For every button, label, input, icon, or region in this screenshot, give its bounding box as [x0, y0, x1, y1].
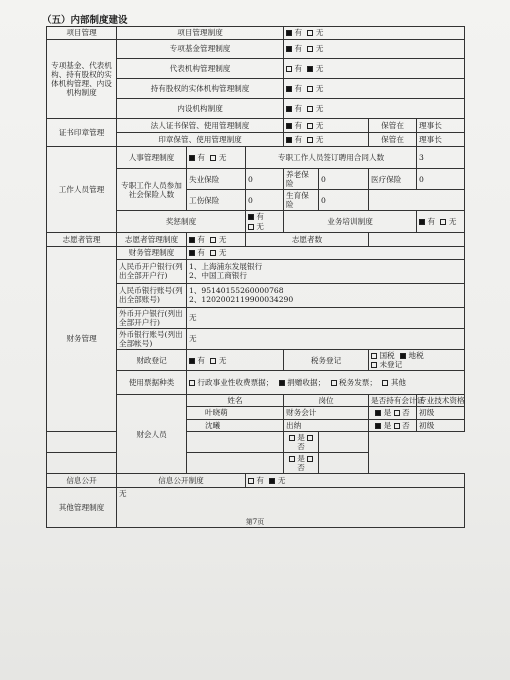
- label-fiscal: 财政登记: [117, 350, 187, 371]
- option-no: 否: [402, 420, 410, 430]
- keeper-value-1: 理事长: [417, 119, 465, 133]
- staff-cert: [369, 419, 417, 431]
- option-yes: 是: [383, 408, 392, 418]
- option-no: 无: [277, 476, 286, 486]
- checkbox-no[interactable]: [210, 250, 216, 256]
- rmb-bank-2: 2、中国工商银行: [189, 271, 247, 281]
- option-donation: 捐赠收据；: [287, 378, 326, 388]
- option-yes: 有: [197, 234, 206, 244]
- checkbox-yes[interactable]: [375, 423, 381, 429]
- label-keeper: 保管在: [369, 119, 417, 133]
- internal-org-choice: [284, 99, 465, 119]
- checkbox-local-tax[interactable]: [400, 353, 406, 359]
- checkbox-no[interactable]: [307, 46, 313, 52]
- rmb-bank-values: [187, 259, 465, 283]
- label-fx-bank: 外币开户银行(列出全部开户行): [117, 307, 187, 328]
- fiscal-choice: [187, 350, 284, 371]
- option-yes: 是: [383, 420, 392, 430]
- option-yes: 有: [427, 216, 436, 226]
- training-choice: [417, 211, 465, 232]
- label-rmb-account: 人民币银行账号(列出全部账号): [117, 283, 187, 307]
- option-no: 无: [448, 216, 457, 226]
- rmb-account-1: 1、95140155260000768: [189, 286, 284, 296]
- cat-finance: 财务管理: [47, 246, 117, 431]
- hr-system-choice: [187, 147, 246, 169]
- option-no: 无: [315, 134, 324, 144]
- option-yes: 有: [294, 103, 303, 113]
- cat-volunteer: 志愿者管理: [47, 232, 117, 246]
- row-info-disclosure: [47, 474, 465, 488]
- staff-post: 财务会计: [284, 407, 369, 419]
- representative-choice: [284, 59, 465, 79]
- internal-system-table: [46, 26, 465, 528]
- label-birth: 生育保险: [284, 190, 319, 211]
- row-project: [47, 27, 465, 40]
- seal-keeping-choice: [284, 133, 369, 147]
- row-cert-keeping: [47, 119, 465, 133]
- cat-info: 信息公开: [47, 474, 117, 488]
- checkbox-yes[interactable]: [286, 66, 292, 72]
- label-fx-account: 外币银行账号(列出全部帐号): [117, 328, 187, 349]
- checkbox-admin-fee[interactable]: [189, 380, 195, 386]
- label-unemployment: 失业保险: [187, 169, 246, 190]
- checkbox-yes[interactable]: [289, 456, 295, 462]
- option-no: 无: [218, 355, 227, 365]
- checkbox-no[interactable]: [440, 219, 446, 225]
- label-finance-system: 财务管理制度: [117, 246, 187, 259]
- rmb-account-values: [187, 283, 465, 307]
- staff-qualification: [319, 431, 369, 452]
- checkbox-donation[interactable]: [279, 380, 285, 386]
- label-volunteer-system: 志愿者管理制度: [117, 232, 187, 246]
- label-insurance: 专职工作人员参加社会保险人数: [117, 169, 187, 211]
- staff-qualification: 初级: [417, 419, 465, 431]
- option-yes: 有: [294, 44, 303, 54]
- option-yes: 有: [197, 355, 206, 365]
- reward-choice: [246, 211, 284, 232]
- checkbox-yes[interactable]: [286, 137, 292, 143]
- label-bill-types: 使用票据种类: [117, 371, 187, 395]
- staff-name: [47, 452, 187, 473]
- label-info-system: 信息公开制度: [117, 474, 246, 488]
- checkbox-yes[interactable]: [189, 358, 195, 364]
- row-special-fund: [47, 40, 465, 59]
- checkbox-no[interactable]: [307, 137, 313, 143]
- volunteer-choice: [187, 232, 246, 246]
- finance-system-choice: [187, 246, 465, 259]
- checkbox-no[interactable]: [394, 410, 400, 416]
- checkbox-yes[interactable]: [419, 219, 425, 225]
- label-equity-entity: 持有股权的实体机构管理制度: [117, 79, 284, 99]
- option-yes: 有: [197, 152, 206, 162]
- checkbox-yes[interactable]: [286, 123, 292, 129]
- pension-value: 0: [319, 169, 369, 190]
- checkbox-yes[interactable]: [248, 478, 254, 484]
- checkbox-yes[interactable]: [286, 86, 292, 92]
- fx-bank-value: 无: [187, 307, 465, 328]
- option-yes: 有: [197, 248, 206, 258]
- option-no: 无: [218, 234, 227, 244]
- option-no: 无: [315, 103, 324, 113]
- label-representative: 代表机构管理制度: [117, 59, 284, 79]
- info-choice: [246, 474, 465, 488]
- option-no: 无: [315, 44, 324, 54]
- checkbox-no[interactable]: [307, 86, 313, 92]
- cat-cert: 证书印章管理: [47, 119, 117, 147]
- option-yes: 有: [294, 120, 303, 130]
- header-post: 岗位: [284, 395, 369, 407]
- option-yes: 有: [294, 83, 303, 93]
- birth-value: 0: [319, 190, 369, 211]
- option-no: 否: [402, 408, 410, 418]
- checkbox-no[interactable]: [210, 237, 216, 243]
- cat-special-fund: 专项基金、代表机构、持有股权的实体机构管理、内设机构制度: [47, 40, 117, 119]
- project-system-choice: [284, 27, 465, 40]
- option-no: 无: [218, 152, 227, 162]
- staff-post: [187, 452, 284, 473]
- checkbox-yes[interactable]: [286, 30, 292, 36]
- label-injury: 工伤保险: [187, 190, 246, 211]
- option-unregistered: 未登记: [379, 360, 403, 370]
- checkbox-no[interactable]: [307, 106, 313, 112]
- rmb-account-2: 2、1202002119900034290: [189, 295, 294, 305]
- option-no: 无: [315, 120, 324, 130]
- option-yes: 有: [256, 476, 265, 486]
- checkbox-yes[interactable]: [286, 106, 292, 112]
- staff-cert: [369, 407, 417, 419]
- equity-entity-choice: [284, 79, 465, 99]
- keeper-value-2: 理事长: [417, 133, 465, 147]
- unemployment-value: 0: [246, 169, 284, 190]
- volunteer-count-value: [369, 232, 465, 246]
- checkbox-no[interactable]: [269, 478, 275, 484]
- header-name: 姓名: [187, 395, 284, 407]
- option-no: 无: [256, 221, 265, 231]
- label-contract-count: 专职工作人员签订聘用合同人数: [246, 147, 417, 169]
- label-special-fund: 专项基金管理制度: [117, 40, 284, 59]
- option-no: 无: [315, 63, 324, 73]
- row-finance-system: [47, 246, 465, 259]
- fx-account-value: 无: [187, 328, 465, 349]
- staff-name: 叶晓萌: [187, 407, 284, 419]
- option-other: 其他: [390, 378, 407, 388]
- medical-value: 0: [417, 169, 465, 190]
- contract-count-value: 3: [417, 147, 465, 169]
- label-tax: 税务登记: [284, 350, 369, 371]
- checkbox-no[interactable]: [307, 435, 313, 441]
- cat-other: 其他管理制度: [47, 488, 117, 528]
- option-yes: 是: [297, 432, 305, 442]
- special-fund-choice: [284, 40, 465, 59]
- label-internal-org: 内设机构制度: [117, 99, 284, 119]
- checkbox-yes[interactable]: [189, 237, 195, 243]
- staff-qualification: 初级: [417, 407, 465, 419]
- cat-staff: 工作人员管理: [47, 147, 117, 233]
- checkbox-yes[interactable]: [189, 155, 195, 161]
- option-no: 无: [315, 28, 324, 38]
- tax-choice: [369, 350, 465, 371]
- option-no: 否: [297, 462, 305, 472]
- rmb-bank-1: 1、上海浦东发展银行: [189, 262, 263, 272]
- checkbox-no[interactable]: [307, 66, 313, 72]
- accounting-row: [47, 452, 465, 473]
- staff-post: [187, 431, 284, 452]
- checkbox-yes[interactable]: [248, 214, 254, 220]
- other-value: 无: [117, 488, 465, 528]
- label-keeper: 保管在: [369, 133, 417, 147]
- label-hr-system: 人事管理制度: [117, 147, 187, 169]
- option-no: 无: [315, 83, 324, 93]
- label-training: 业务培训制度: [284, 211, 417, 232]
- option-local-tax: 地税: [408, 351, 424, 361]
- staff-qualification: [319, 452, 369, 473]
- section-title: （五）内部制度建设: [42, 15, 128, 26]
- header-cert: 是否持有会计证: [369, 395, 417, 407]
- option-yes: 有: [256, 212, 265, 222]
- row-volunteer: [47, 232, 465, 246]
- staff-cert: [284, 452, 319, 473]
- injury-value: 0: [246, 190, 284, 211]
- option-yes: 是: [297, 453, 305, 463]
- label-project-system: 项目管理制度: [117, 27, 284, 40]
- checkbox-yes[interactable]: [375, 410, 381, 416]
- checkbox-no[interactable]: [394, 423, 400, 429]
- checkbox-other[interactable]: [382, 380, 388, 386]
- header-qualification: 专业技术资格: [417, 395, 465, 407]
- option-yes: 有: [294, 63, 303, 73]
- label-medical: 医疗保险: [369, 169, 417, 190]
- label-rmb-bank: 人民币开户银行(列出全部开户行): [117, 259, 187, 283]
- option-no: 否: [297, 441, 305, 451]
- checkbox-no[interactable]: [307, 123, 313, 129]
- checkbox-yes[interactable]: [289, 435, 295, 441]
- option-yes: 有: [294, 134, 303, 144]
- label-pension: 养老保险: [284, 169, 319, 190]
- label-cert-keeping: 法人证书保管、使用管理制度: [117, 119, 284, 133]
- cat-project: 项目管理: [47, 27, 117, 40]
- label-seal-keeping: 印章保管、使用管理制度: [117, 133, 284, 147]
- option-yes: 有: [294, 28, 303, 38]
- label-accounting-staff: 财会人员: [117, 395, 187, 474]
- insurance-blank: [369, 190, 465, 211]
- label-reward: 奖惩制度: [117, 211, 246, 232]
- staff-name: 沈曦: [187, 419, 284, 431]
- checkbox-national-tax[interactable]: [371, 353, 377, 359]
- label-volunteer-count: 志愿者数: [246, 232, 369, 246]
- row-hr-system: [47, 147, 465, 169]
- checkbox-no[interactable]: [210, 155, 216, 161]
- checkbox-yes[interactable]: [189, 250, 195, 256]
- staff-cert: [284, 431, 319, 452]
- accounting-row: [47, 431, 465, 452]
- staff-post: 出纳: [284, 419, 369, 431]
- cert-keeping-choice: [284, 119, 369, 133]
- option-tax-invoice: 税务发票；: [339, 378, 377, 388]
- checkbox-unregistered[interactable]: [371, 362, 377, 368]
- option-no: 无: [218, 248, 227, 258]
- checkbox-yes[interactable]: [286, 46, 292, 52]
- checkbox-no[interactable]: [307, 30, 313, 36]
- checkbox-tax-invoice[interactable]: [331, 380, 337, 386]
- bill-types-choice: [187, 371, 465, 395]
- option-national-tax: 国税: [379, 351, 395, 361]
- checkbox-no[interactable]: [210, 358, 216, 364]
- checkbox-no[interactable]: [248, 224, 254, 230]
- option-admin-fee: 行政事业性收费票据；: [197, 378, 274, 388]
- checkbox-no[interactable]: [307, 456, 313, 462]
- page-number: 第7页: [245, 518, 265, 526]
